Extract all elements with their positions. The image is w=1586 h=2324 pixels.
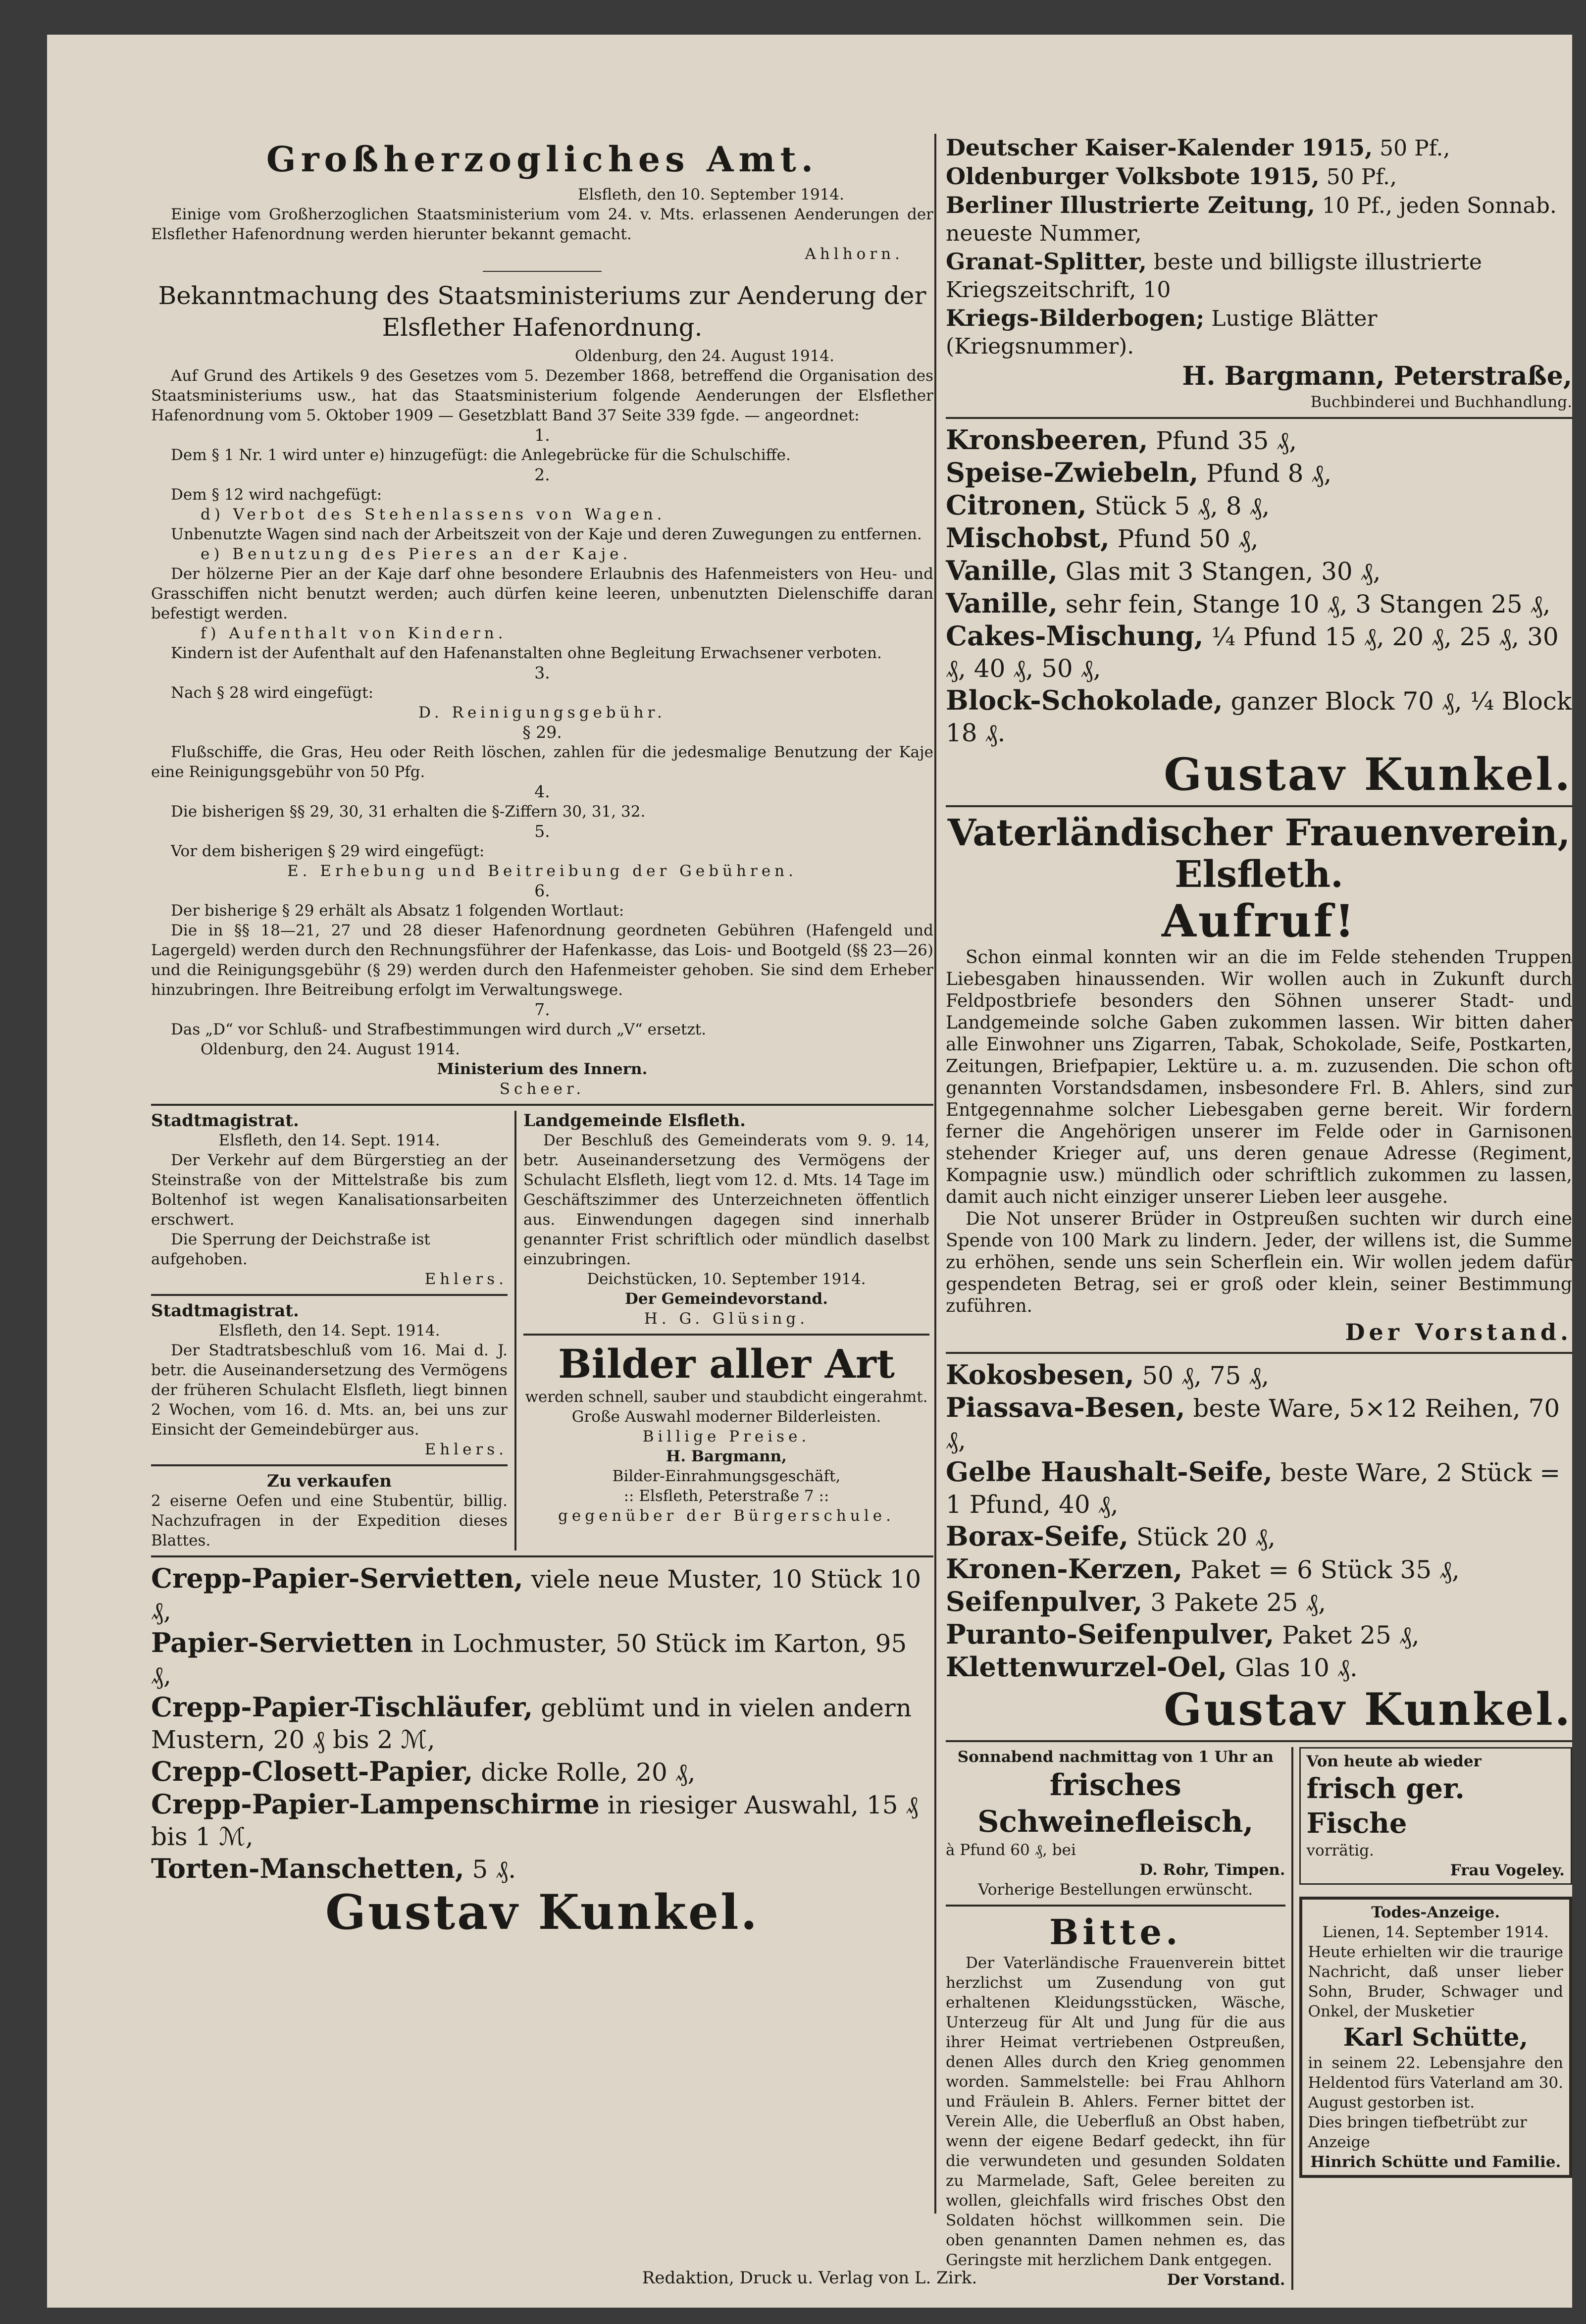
newspaper-page <box>47 35 1572 2308</box>
death-date: Lienen, 14. September 1914. <box>1322 1923 1549 1941</box>
magistrat2-text: Der Stadtratsbeschluß vom 16. Mai d. J. betr. die Auseinandersetzung des Vermögens der früheren Schulacht Elsfleth, liegt binnen 2 Wochen, vom 16. d. Mts. an, bei uns zur Einsicht der Gemeindebürger aus. <box>151 1342 508 1439</box>
ad-line: Deutscher Kaiser-Kalender 1915, 50 Pf., <box>946 134 1450 161</box>
notices-left <box>151 1111 508 1550</box>
bitte-title: Bitte. <box>1049 1911 1182 1953</box>
section-7-text: Das „D“ vor Schluß- und Strafbestimmungen wird durch „V“ ersetzt. <box>171 1021 707 1038</box>
section-5-b: E. Erhebung und Beitreibung der Gebühren. <box>287 862 797 880</box>
section-2-d: e) Benutzung des Pieres an der Kaje. <box>201 545 632 563</box>
ad-line: Seifenpulver, 3 Pakete 25 ₰, <box>946 1586 1326 1617</box>
ad-line: Crepp-Closett-Papier, dicke Rolle, 20 ₰, <box>151 1756 696 1787</box>
rohr-note: Vorherige Bestellungen erwünscht. <box>978 1881 1253 1899</box>
bilder-text1: werden schnell, sauber und staubdicht eingerahmt. <box>525 1388 928 1406</box>
notices-row <box>151 1111 933 1550</box>
aufruf-text2: Die Not unserer Brüder in Ostpreußen suchten wir durch eine Spende von 100 Mark zu lindern. Jeder, der willens ist, die Summe zu erhöhen, sende uns sein Scherflein ein. Wir wollen jedem dafür gespendeten Betrag, sei er groß oder klein, seiner Bestimmung zuführen. <box>946 1209 1572 1316</box>
section-6: 6. <box>534 881 550 900</box>
rohr-heading: Sonnabend nachmittag von 1 Uhr an <box>957 1748 1274 1766</box>
ad-line: Papier-Servietten in Lochmuster, 50 Stück im Karton, 95 ₰, <box>151 1627 907 1690</box>
ad-line: Citronen, Stück 5 ₰, 8 ₰, <box>946 489 1270 521</box>
magistrat-title: Stadtmagistrat. <box>151 1111 299 1131</box>
ad-line: Klettenwurzel-Oel, Glas 10 ₰. <box>946 1651 1358 1683</box>
bilder-addr: :: Elsfleth, Peterstraße 7 :: <box>623 1487 829 1505</box>
aufruf-title: Aufruf! <box>1161 895 1357 947</box>
fisch-sub: vorrätig. <box>1306 1842 1374 1859</box>
bek-title: Bekanntmachung des Staatsministeriums zur Aenderung der Elsflether Hafenordnung. <box>158 281 926 342</box>
bilder-sub: Bilder-Einrahmungsgeschäft, <box>612 1467 841 1485</box>
magistrat-date: Elsfleth, den 14. Sept. 1914. <box>218 1132 440 1149</box>
magistrat2-title: Stadtmagistrat. <box>151 1301 299 1321</box>
ad-line: Crepp-Papier-Tischläufer, geblümt und in vielen andern Mustern, 20 ₰ bis 2 ℳ, <box>151 1691 912 1754</box>
death-text2: in seinem 22. Lebensjahre den Heldentod fürs Vaterland am 30. August gestorben ist. <box>1308 2054 1563 2112</box>
landgemeinde-sign2: H. G. Glüsing. <box>644 1310 809 1328</box>
section-3: 3. <box>534 663 550 682</box>
vorstand-signature: Der Vorstand. <box>1345 1319 1572 1345</box>
ad-line: Mischobst, Pfund 50 ₰, <box>946 522 1259 554</box>
landgemeinde-sign: Der Gemeindevorstand. <box>624 1290 828 1308</box>
amt-title: Großherzogliches Amt. <box>266 139 819 180</box>
notices-right <box>523 1111 929 1550</box>
ministry-name: Ministerium des Innern. <box>437 1060 648 1078</box>
death-notice <box>1299 1897 1572 2178</box>
fisch-signature: Frau Vogeley. <box>1450 1861 1565 1879</box>
divider <box>151 1294 508 1296</box>
amt-date: Elsfleth, den 10. September 1914. <box>577 186 844 204</box>
bek-date: Oldenburg, den 24. August 1914. <box>575 347 834 365</box>
magistrat2-date: Elsfleth, den 14. Sept. 1914. <box>218 1322 440 1340</box>
paper-ads <box>151 1562 933 1940</box>
divider <box>151 1464 508 1466</box>
ad-line: Crepp-Papier-Servietten, viele neue Muster, 10 Stück 10 ₰, <box>151 1562 921 1625</box>
ad-line: Piassava-Besen, beste Ware, 5×12 Reihen, 70 ₰, <box>946 1392 1560 1454</box>
fisch-heading: Von heute ab wieder <box>1306 1753 1482 1770</box>
ad-line: Speise-Zwiebeln, Pfund 8 ₰, <box>946 457 1332 488</box>
bargmann-name: H. Bargmann, Peterstraße, <box>1182 361 1572 391</box>
section-2-e: Der hölzerne Pier an der Kaje darf ohne besondere Erlaubnis des Hafenmeisters von Heu- und Grasschiffen nicht benutzt werden; auch dürfen keine leeren, unbenutzten Dielenschiffe daran befestigt werden. <box>151 565 933 622</box>
section-2-f: f) Aufenthalt von Kindern. <box>201 624 507 642</box>
book-ads <box>946 134 1572 412</box>
right-column <box>946 134 1572 2290</box>
ad-line: Block-Schokolade, ganzer Block 70 ₰, ¼ Block 18 ₰. <box>946 684 1572 747</box>
section-2: 2. <box>534 465 550 484</box>
kunkel-signature: Gustav Kunkel. <box>1164 1683 1572 1736</box>
divider <box>151 1104 933 1106</box>
ad-line: Gelbe Haushalt-Seife, beste Ware, 2 Stück = 1 Pfund, 40 ₰, <box>946 1456 1561 1519</box>
divider <box>1291 1747 1293 2290</box>
section-1: 1. <box>534 425 550 445</box>
ad-line: Torten-Manschetten, 5 ₰. <box>151 1853 516 1884</box>
divider <box>946 805 1572 807</box>
ad-line: Kokosbesen, 50 ₰, 75 ₰, <box>946 1359 1270 1391</box>
divider <box>946 1905 1285 1907</box>
bilder-title: Bilder aller Art <box>558 1341 895 1387</box>
death-name: Karl Schütte, <box>1343 2022 1528 2052</box>
kunkel-signature: Gustav Kunkel. <box>325 1884 759 1940</box>
column-divider <box>934 134 936 2214</box>
divider <box>151 1555 933 1557</box>
frauenverein-title: Vaterländischer Frauenverein, Elsfleth. <box>947 812 1571 896</box>
section-2-g: Kindern ist der Aufenthalt auf den Hafenanstalten ohne Begleitung Erwachsener verboten. <box>171 644 882 662</box>
amt-intro: Einige vom Großherzoglichen Staatsministerium vom 24. v. Mts. erlassenen Aenderungen der Elsflether Hafenordnung werden hierunter bekannt gemacht. <box>151 206 933 243</box>
bilder-text2: Große Auswahl moderner Bilderleisten. <box>571 1408 881 1426</box>
rohr-name: D. Rohr, Timpen. <box>1139 1861 1285 1879</box>
landgemeinde-title: Landgemeinde Elsfleth. <box>523 1111 746 1131</box>
bek-intro: Auf Grund des Artikels 9 des Gesetzes vom 5. Dezember 1868, betreffend die Organisation des Staatsministeriums usw., hat das Staatsministerium folgende Aenderungen der Elsflether Hafenordnung vom 5. Oktober 1909 — Gesetzblatt Band 37 Seite 339 fgde. — angeordnet: <box>151 367 933 424</box>
amt-signature: Ahlhorn. <box>805 245 904 263</box>
section-4: 4. <box>534 782 550 801</box>
bottom-ads-left <box>946 1747 1285 2290</box>
death-text: Heute erhielten wir die traurige Nachricht, daß unser lieber Sohn, Bruder, Schwager und Onkel, der Musketier <box>1308 1943 1563 2020</box>
rohr-big: frisches Schweinefleisch, <box>977 1768 1254 1839</box>
frauenverein-appeal <box>946 812 1572 1347</box>
imprint: Redaktion, Druck u. Verlag von L. Zirk. <box>642 2268 977 2288</box>
divider <box>946 1352 1572 1354</box>
landgemeinde-date: Deichstücken, 10. September 1914. <box>587 1270 866 1288</box>
bilder-text3: Billige Preise. <box>642 1428 811 1446</box>
ad-line: Oldenburger Volksbote 1915, 50 Pf., <box>946 163 1397 190</box>
ad-line: Kronen-Kerzen, Paket = 6 Stück 35 ₰, <box>946 1553 1460 1585</box>
ad-line: Borax-Seife, Stück 20 ₰, <box>946 1520 1276 1552</box>
section-2-a: Dem § 12 wird nachgefügt: <box>171 486 382 504</box>
sale-title: Zu verkaufen <box>267 1471 392 1491</box>
grocery-ads <box>946 424 1572 800</box>
section-3-b: D. Reinigungsgebühr. <box>418 704 666 722</box>
section-6-a: Der bisherige § 29 erhält als Absatz 1 folgenden Wortlaut: <box>171 902 624 920</box>
death-text3: Dies bringen tiefbetrübt zur Anzeige <box>1308 2114 1527 2151</box>
section-1-text: Dem § 1 Nr. 1 wird unter e) hinzugefügt: die Anlegebrücke für die Schulschiffe. <box>171 446 791 464</box>
bitte-signature: Der Vorstand. <box>1167 2271 1285 2289</box>
section-4-text: Die bisherigen §§ 29, 30, 31 erhalten die §-Ziffern 30, 31, 32. <box>171 803 646 821</box>
ad-line: Kronsbeeren, Pfund 35 ₰, <box>946 424 1297 456</box>
bottom-ads-right <box>1299 1747 1572 2290</box>
magistrat2-signature: Ehlers. <box>424 1441 508 1458</box>
landgemeinde-text: Der Beschluß des Gemeinderats vom 9. 9. 14, betr. Auseinandersetzung des Vermögens der Schulacht Elsfleth, liegt vom 12. d. Mts. 14 Tage im Geschäftszimmer des Unterzeichneten öffentlich aus. Einwendungen dagegen sind innerhalb genannter Frist schriftlich oder mündlich daselbst einzubringen. <box>523 1132 929 1268</box>
section-3-c: § 29. <box>522 723 562 742</box>
bottom-ads-row <box>946 1747 1572 2290</box>
magistrat-signature: Ehlers. <box>424 1270 508 1288</box>
death-title: Todes-Anzeige. <box>1371 1904 1500 1921</box>
section-2-b: d) Verbot des Stehenlassens von Wagen. <box>201 506 666 523</box>
ad-line: Vanille, Glas mit 3 Stangen, 30 ₰, <box>946 555 1381 586</box>
bargmann-sub: Buchbinderei und Buchhandlung. <box>1310 393 1572 411</box>
ad-line: Kriegs-Bilderbogen; Lustige Blätter (Kriegsnummer). <box>946 305 1378 359</box>
ad-line: Crepp-Papier-Lampenschirme in riesiger Auswahl, 15 ₰ bis 1 ℳ, <box>151 1788 919 1851</box>
divider <box>514 1111 516 1550</box>
ministry-signature: Scheer. <box>499 1080 585 1098</box>
fisch-ad <box>1299 1747 1572 1885</box>
death-signature: Hinrich Schütte und Familie. <box>1310 2153 1561 2171</box>
ad-line: Granat-Splitter, beste und billigste illustrierte Kriegszeitschrift, 10 <box>946 248 1482 303</box>
divider <box>523 1334 929 1336</box>
magistrat-text2: Die Sperrung der Deichstraße ist aufgehoben. <box>151 1231 430 1268</box>
section-3-d: Flußschiffe, die Gras, Heu oder Reith löschen, zahlen für die jedesmalige Benutzung der Kaje eine Reinigungsgebühr von 50 Pfg. <box>151 743 933 781</box>
aufruf-text: Schon einmal konnten wir an die im Felde stehenden Truppen Liebesgaben hinaussenden. Wir wollen auch in Zukunft durch Feldpostbriefe besonders den Söhnen unserer Stadt- und Landgemeinde solche Gaben zukommen lassen. Wir bitten daher alle Einwohner uns Zigarren, Tabak, Schokolade, Seife, Postkarten, Zeitungen, Briefpapier, Lektüre u. a. m. zuzusenden. Die schon oft genannten Vorstandsdamen, insbesondere Frl. B. Ahlers, sind zur Entgegennahme solcher Liebesgaben gerne bereit. Wir fordern ferner die Angehörigen unserer im Felde oder in Garnisonen stehender Krieger auf, uns deren genaue Adresse (Regiment, Kompagnie usw.) mündlich oder schriftlich zukommen zu lassen, damit auch nicht einziger unserer Lieben leer ausgehe. <box>946 947 1572 1207</box>
bilder-addr2: gegenüber der Bürgerschule. <box>558 1507 895 1525</box>
left-column <box>151 134 933 1940</box>
ad-line: Vanille, sehr fein, Stange 10 ₰, 3 Stangen 25 ₰, <box>946 587 1551 619</box>
bitte-text: Der Vaterländische Frauenverein bittet herzlichst um Zusendung von gut erhaltenen Kleidungsstücken, Wäsche, Unterzeug für Alt und Jung für die aus ihrer Heimat vertriebenen Ostpreußen, denen Alles durch den Krieg genommen worden. Sammelstelle: bei Frau Ahlhorn und Fräulein B. Ahlers. Ferner bittet der Verein Alle, die Ueberfluß an Obst haben, wenn der eigene Bedarf gedeckt, ihn für die verwundeten und gesunden Soldaten zu Marmelade, Saft, Gelee bereiten zu wollen, gleichfalls wird frisches Obst den Soldaten höchst willkommen sein. Die oben genannten Damen nehmen es, das Geringste mit herzlichem Dank entgegen. <box>946 1954 1285 2269</box>
fisch-big: frisch ger. Fische <box>1306 1772 1465 1840</box>
ad-line: Puranto-Seifenpulver, Paket 25 ₰, <box>946 1618 1420 1650</box>
section-3-a: Nach § 28 wird eingefügt: <box>171 684 374 702</box>
divider <box>483 271 602 272</box>
bilder-name: H. Bargmann, <box>666 1447 787 1465</box>
rohr-price: à Pfund 60 ₰, bei <box>946 1841 1076 1859</box>
household-ads <box>946 1359 1572 1735</box>
magistrat-text: Der Verkehr auf dem Bürgerstieg an der Steinstraße von der Mittelstraße bis zum Boltenhof ist wegen Kanalisationsarbeiten erschwert. <box>151 1151 508 1229</box>
divider <box>946 417 1572 419</box>
section-2-c: Unbenutzte Wagen sind nach der Arbeitszeit von der Kaje und deren Zuwegungen zu entfernen. <box>171 525 922 543</box>
ad-line: Cakes-Mischung, ¼ Pfund 15 ₰, 20 ₰, 25 ₰, 30 ₰, 40 ₰, 50 ₰, <box>946 620 1559 683</box>
sale-text: 2 eiserne Oefen und eine Stubentür, billig. Nachzufragen in der Expedition dieses Blattes. <box>151 1492 508 1549</box>
section-7-date: Oldenburg, den 24. August 1914. <box>201 1040 460 1058</box>
section-6-b: Die in §§ 18—21, 27 und 28 dieser Hafenordnung geordneten Gebühren (Hafengeld und Lagergeld) werden durch den Rechnungsführer der Hafenkasse, das Lois- und Bootgeld (§§ 23—26) und die Reinigungsgebühr (§ 29) werden durch den Hafenmeister gehoben. Sie sind dem Erheber hinzubringen. Ihre Beitreibung erfolgt im Verwaltungswege. <box>151 922 933 999</box>
kunkel-signature: Gustav Kunkel. <box>1164 748 1572 801</box>
ad-line: Berliner Illustrierte Zeitung, 10 Pf., jeden Sonnab. neueste Nummer, <box>946 192 1557 246</box>
section-7: 7. <box>534 1000 550 1019</box>
section-5: 5. <box>534 822 550 841</box>
section-5-a: Vor dem bisherigen § 29 wird eingefügt: <box>171 842 485 860</box>
divider <box>946 1740 1572 1742</box>
